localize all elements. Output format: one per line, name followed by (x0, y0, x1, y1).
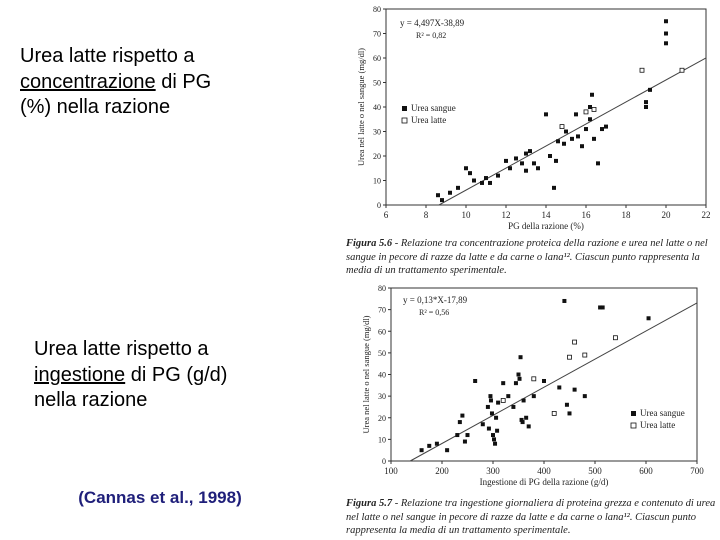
data-point-urea-sangue (544, 112, 548, 116)
caption-label: Figura 5.6 (346, 238, 393, 249)
y-tick-label: 30 (373, 127, 381, 137)
y-tick-label: 20 (373, 152, 381, 161)
data-point-urea-sangue (588, 117, 592, 121)
citation: (Cannas et al., 1998) (78, 488, 242, 507)
text1-underlined-word: concentrazione (20, 70, 156, 93)
data-point-urea-sangue (490, 411, 494, 415)
heading-urea-vs-intake (34, 337, 334, 414)
data-point-urea-sangue (574, 112, 578, 116)
data-point-urea-sangue (542, 379, 546, 383)
y-tick-label: 70 (373, 29, 381, 39)
legend-label: Urea latte (640, 420, 676, 430)
text2-line3: nella razione (34, 389, 148, 412)
data-point-urea-sangue (496, 174, 500, 178)
data-point-urea-sangue (466, 433, 470, 437)
legend-marker (631, 411, 636, 416)
x-axis-title: PG della razione (%) (508, 221, 584, 231)
data-point-urea-sangue (489, 398, 493, 402)
regression-equation: y = 4,497X-38,89 (400, 18, 465, 28)
text1-line2 (20, 70, 320, 96)
y-tick-label: 70 (378, 305, 386, 315)
data-point-urea-sangue (506, 394, 510, 398)
text1-line3: (%) nella razione (20, 96, 171, 119)
data-point-urea-sangue (528, 149, 532, 153)
y-tick-label: 0 (382, 457, 386, 466)
data-point-urea-sangue (495, 429, 499, 433)
text2-line1: Urea latte rispetto a (34, 338, 209, 360)
data-point-urea-sangue (570, 137, 574, 141)
data-point-urea-sangue (576, 134, 580, 138)
data-point-urea-sangue (420, 448, 424, 452)
data-point-urea-latte (680, 68, 684, 72)
data-point-urea-sangue (557, 385, 561, 389)
y-tick-label: 80 (373, 5, 381, 14)
data-point-urea-sangue (519, 355, 523, 359)
data-point-urea-latte (501, 398, 505, 402)
y-axis-title: Urea nel latte o nel sangue (mg/dl) (356, 47, 366, 167)
legend-marker (631, 423, 636, 428)
data-point-urea-sangue (484, 176, 488, 180)
data-point-urea-sangue (584, 127, 588, 131)
data-point-urea-sangue (573, 388, 577, 392)
caption-text: - Relazione tra ingestione giornaliera di proteina grezza e contenuto di urea nel latte o nel sangue in pecore di razze da latte e da carne o lana¹². Ciascun punto rappresenta la media di un trattamento sperimentale. (346, 498, 716, 537)
data-point-urea-sangue (604, 125, 608, 129)
x-tick-label: 500 (588, 466, 602, 476)
data-point-urea-latte (532, 377, 536, 381)
data-point-urea-sangue (592, 137, 596, 141)
data-point-urea-sangue (588, 105, 592, 109)
text2-underlined-word: ingestione (34, 363, 126, 386)
text2-line2 (34, 363, 334, 389)
data-point-urea-sangue (565, 403, 569, 407)
legend-label: Urea latte (411, 115, 447, 125)
x-tick-label: 14 (541, 210, 551, 220)
data-point-urea-sangue (458, 420, 462, 424)
y-tick-label: 80 (378, 284, 386, 293)
data-point-urea-latte (640, 68, 644, 72)
data-point-urea-sangue (521, 420, 525, 424)
data-point-urea-sangue (664, 32, 668, 36)
y-tick-label: 60 (373, 54, 381, 63)
x-tick-label: 8 (423, 210, 429, 220)
data-point-urea-sangue (436, 193, 440, 197)
data-point-urea-sangue (486, 405, 490, 409)
data-point-urea-latte (613, 336, 617, 340)
x-tick-label: 200 (435, 466, 449, 476)
data-point-urea-sangue (472, 179, 476, 183)
data-point-urea-sangue (518, 377, 522, 381)
data-point-urea-sangue (580, 144, 584, 148)
data-point-urea-sangue (554, 159, 558, 163)
data-point-urea-sangue (524, 152, 528, 156)
data-point-urea-sangue (473, 379, 477, 383)
data-point-urea-sangue (562, 299, 566, 303)
data-point-urea-sangue (600, 127, 604, 131)
y-tick-label: 10 (378, 435, 386, 445)
data-point-urea-sangue (508, 166, 512, 170)
text1-line1: Urea latte rispetto a (20, 45, 195, 67)
data-point-urea-sangue (456, 186, 460, 190)
legend-label: Urea sangue (640, 408, 685, 418)
legend-label: Urea sangue (411, 103, 456, 113)
text1-line2-rest: di PG (155, 70, 212, 93)
x-tick-label: 300 (486, 466, 500, 476)
data-point-urea-sangue (491, 433, 495, 437)
caption-label: Figura 5.7 (346, 498, 393, 509)
data-point-urea-sangue (548, 154, 552, 158)
scatter-chart-intake (340, 278, 718, 494)
data-point-urea-sangue (601, 305, 605, 309)
data-point-urea-sangue (488, 394, 492, 398)
text2-line2-rest: di PG (g/d) (125, 363, 228, 386)
data-point-urea-latte (552, 411, 556, 415)
legend-marker (402, 118, 407, 123)
data-point-urea-sangue (440, 198, 444, 202)
data-point-urea-sangue (664, 19, 668, 23)
data-point-urea-sangue (647, 316, 651, 320)
y-tick-label: 50 (378, 348, 386, 358)
data-point-urea-sangue (583, 394, 587, 398)
data-point-urea-latte (568, 355, 572, 359)
x-tick-label: 600 (639, 466, 653, 476)
data-point-urea-sangue (520, 161, 524, 165)
data-point-urea-sangue (501, 381, 505, 385)
data-point-urea-sangue (448, 191, 452, 195)
x-tick-label: 100 (384, 466, 398, 476)
y-tick-label: 0 (377, 201, 381, 210)
x-tick-label: 12 (501, 210, 511, 220)
caption-text: - Relazione tra concentrazione proteica della razione e urea nel latte o nel sangue in pecore di razze da latte e da carne o lana¹². Ciascun punto rappresenta la media di un trattamento sperimentale. (346, 238, 708, 277)
data-point-urea-latte (592, 107, 596, 111)
x-tick-label: 400 (537, 466, 551, 476)
data-point-urea-sangue (445, 448, 449, 452)
y-tick-label: 60 (378, 327, 386, 337)
data-point-urea-sangue (562, 142, 566, 146)
data-point-urea-latte (573, 340, 577, 344)
data-point-urea-sangue (564, 130, 568, 134)
y-tick-label: 20 (378, 413, 386, 423)
y-tick-label: 10 (373, 176, 381, 186)
x-tick-label: 700 (690, 466, 704, 476)
data-point-urea-sangue (664, 41, 668, 45)
data-point-urea-sangue (427, 444, 431, 448)
y-tick-label: 50 (373, 78, 381, 88)
x-tick-label: 22 (701, 210, 711, 220)
data-point-urea-sangue (494, 416, 498, 420)
data-point-urea-sangue (532, 161, 536, 165)
data-point-urea-sangue (492, 437, 496, 441)
data-point-urea-sangue (496, 401, 500, 405)
data-point-urea-sangue (504, 159, 508, 163)
data-point-urea-sangue (590, 93, 594, 97)
data-point-urea-sangue (527, 424, 531, 428)
x-tick-label: 6 (383, 210, 389, 220)
data-point-urea-sangue (435, 442, 439, 446)
data-point-urea-sangue (524, 416, 528, 420)
figure-caption-5-7 (346, 497, 718, 538)
r-squared-label: R² = 0,82 (416, 31, 447, 40)
y-tick-label: 30 (378, 392, 386, 402)
data-point-urea-sangue (596, 161, 600, 165)
scatter-chart-concentration (340, 0, 718, 234)
data-point-urea-sangue (480, 181, 484, 185)
data-point-urea-sangue (464, 166, 468, 170)
y-tick-label: 40 (378, 370, 386, 380)
data-point-urea-sangue (481, 422, 485, 426)
data-point-urea-sangue (460, 414, 464, 418)
data-point-urea-sangue (487, 427, 491, 431)
data-point-urea-sangue (644, 105, 648, 109)
x-tick-label: 10 (461, 210, 471, 220)
y-tick-label: 40 (373, 103, 381, 112)
data-point-urea-sangue (517, 373, 521, 377)
figure-caption-5-6 (346, 237, 718, 278)
x-tick-label: 18 (621, 210, 631, 220)
data-point-urea-sangue (552, 186, 556, 190)
data-point-urea-sangue (522, 398, 526, 402)
data-point-urea-sangue (568, 411, 572, 415)
x-tick-label: 16 (581, 210, 591, 220)
trend-line (410, 303, 697, 461)
data-point-urea-sangue (556, 139, 560, 143)
regression-equation: y = 0,13*X-17,89 (403, 295, 468, 305)
data-point-urea-sangue (463, 440, 467, 444)
data-point-urea-latte (560, 125, 564, 129)
x-axis-title: Ingestione di PG della razione (g/d) (479, 477, 609, 487)
data-point-urea-sangue (532, 394, 536, 398)
data-point-urea-sangue (648, 88, 652, 92)
data-point-urea-sangue (468, 171, 472, 175)
data-point-urea-sangue (511, 405, 515, 409)
data-point-urea-sangue (455, 433, 459, 437)
data-point-urea-sangue (514, 381, 518, 385)
heading-urea-vs-concentration (20, 44, 320, 121)
data-point-urea-sangue (488, 181, 492, 185)
trend-line (439, 58, 706, 205)
r-squared-label: R² = 0,56 (419, 308, 450, 317)
data-point-urea-sangue (524, 169, 528, 173)
data-point-urea-sangue (536, 166, 540, 170)
data-point-urea-sangue (493, 442, 497, 446)
data-point-urea-sangue (644, 100, 648, 104)
x-tick-label: 20 (661, 210, 671, 220)
y-axis-title: Urea nel latte o nel sangue (mg/dl) (361, 315, 371, 434)
data-point-urea-latte (584, 110, 588, 114)
legend-marker (402, 106, 407, 111)
data-point-urea-latte (583, 353, 587, 357)
data-point-urea-sangue (514, 156, 518, 160)
